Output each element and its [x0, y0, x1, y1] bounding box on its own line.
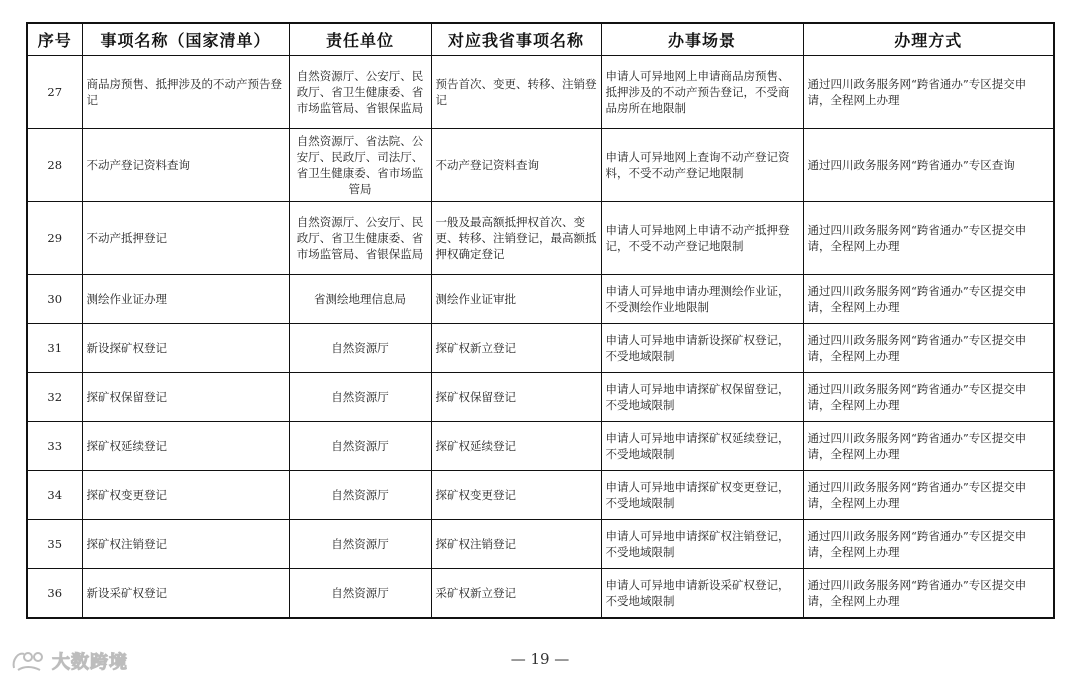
cell-item-name: 探矿权延续登记 [82, 422, 289, 471]
table-row [27, 56, 1054, 129]
cell-scene: 申请人可异地申请新设探矿权登记，不受地域限制 [601, 324, 803, 373]
cell-scene: 申请人可异地申请探矿权注销登记，不受地域限制 [601, 520, 803, 569]
cell-no: 33 [27, 422, 82, 471]
cell-method: 通过四川政务服务网“跨省通办”专区提交申请，全程网上办理 [803, 373, 1054, 422]
items-table [26, 22, 1055, 619]
table-row [27, 422, 1054, 471]
cell-unit: 自然资源厅 [289, 520, 431, 569]
table-row [27, 373, 1054, 422]
cell-province-item: 探矿权延续登记 [431, 422, 601, 471]
header-no: 序号 [27, 23, 82, 56]
cell-method: 通过四川政务服务网“跨省通办”专区提交申请，全程网上办理 [803, 422, 1054, 471]
cell-province-item: 一般及最高额抵押权首次、变更、转移、注销登记，最高额抵押权确定登记 [431, 202, 601, 275]
cell-item-name: 测绘作业证办理 [82, 275, 289, 324]
cell-method: 通过四川政务服务网“跨省通办”专区提交申请，全程网上办理 [803, 275, 1054, 324]
cell-no: 29 [27, 202, 82, 275]
cell-no: 36 [27, 569, 82, 619]
cell-province-item: 探矿权新立登记 [431, 324, 601, 373]
cell-item-name: 不动产抵押登记 [82, 202, 289, 275]
cell-unit: 自然资源厅、省法院、公安厅、民政厅、司法厅、省卫生健康委、省市场监管局 [289, 129, 431, 202]
cell-method: 通过四川政务服务网“跨省通办”专区查询 [803, 129, 1054, 202]
cell-no: 35 [27, 520, 82, 569]
cell-unit: 自然资源厅 [289, 471, 431, 520]
table-row [27, 324, 1054, 373]
cell-scene: 申请人可异地申请探矿权变更登记，不受地域限制 [601, 471, 803, 520]
cell-unit: 自然资源厅 [289, 569, 431, 619]
table-row [27, 202, 1054, 275]
cell-method: 通过四川政务服务网“跨省通办”专区提交申请，全程网上办理 [803, 324, 1054, 373]
header-item-name: 事项名称（国家清单） [82, 23, 289, 56]
table-header-row [27, 23, 1054, 56]
cell-method: 通过四川政务服务网“跨省通办”专区提交申请，全程网上办理 [803, 471, 1054, 520]
cell-method: 通过四川政务服务网“跨省通办”专区提交申请，全程网上办理 [803, 520, 1054, 569]
cell-province-item: 探矿权注销登记 [431, 520, 601, 569]
cell-item-name: 探矿权注销登记 [82, 520, 289, 569]
header-unit: 责任单位 [289, 23, 431, 56]
cell-item-name: 探矿权变更登记 [82, 471, 289, 520]
cell-unit: 省测绘地理信息局 [289, 275, 431, 324]
cell-province-item: 探矿权保留登记 [431, 373, 601, 422]
cell-item-name: 新设采矿权登记 [82, 569, 289, 619]
cell-method: 通过四川政务服务网“跨省通办”专区提交申请，全程网上办理 [803, 202, 1054, 275]
cell-unit: 自然资源厅、公安厅、民政厅、省卫生健康委、省市场监管局、省银保监局 [289, 202, 431, 275]
cell-no: 30 [27, 275, 82, 324]
table-row [27, 569, 1054, 619]
cell-method: 通过四川政务服务网“跨省通办”专区提交申请，全程网上办理 [803, 569, 1054, 619]
cell-scene: 申请人可异地申请探矿权保留登记，不受地域限制 [601, 373, 803, 422]
cell-province-item: 不动产登记资料查询 [431, 129, 601, 202]
cell-item-name: 探矿权保留登记 [82, 373, 289, 422]
cell-scene: 申请人可异地网上申请商品房预售、抵押涉及的不动产预告登记，不受商品房所在地限制 [601, 56, 803, 129]
header-province-item: 对应我省事项名称 [431, 23, 601, 56]
cell-unit: 自然资源厅 [289, 373, 431, 422]
cell-method: 通过四川政务服务网“跨省通办”专区提交申请，全程网上办理 [803, 56, 1054, 129]
table-row [27, 471, 1054, 520]
cell-province-item: 预告首次、变更、转移、注销登记 [431, 56, 601, 129]
cell-scene: 申请人可异地申请办理测绘作业证，不受测绘作业地限制 [601, 275, 803, 324]
cell-scene: 申请人可异地网上申请不动产抵押登记，不受不动产登记地限制 [601, 202, 803, 275]
cell-no: 27 [27, 56, 82, 129]
cell-no: 34 [27, 471, 82, 520]
table-row [27, 275, 1054, 324]
cell-province-item: 采矿权新立登记 [431, 569, 601, 619]
cell-no: 31 [27, 324, 82, 373]
cell-no: 28 [27, 129, 82, 202]
watermark-text: 大数跨境 [52, 652, 128, 673]
page-number: — 19 — [510, 650, 570, 668]
cell-unit: 自然资源厅、公安厅、民政厅、省卫生健康委、省市场监管局、省银保监局 [289, 56, 431, 129]
header-scene: 办事场景 [601, 23, 803, 56]
cell-unit: 自然资源厅 [289, 422, 431, 471]
cell-item-name: 不动产登记资料查询 [82, 129, 289, 202]
cell-scene: 申请人可异地申请探矿权延续登记，不受地域限制 [601, 422, 803, 471]
header-method: 办理方式 [803, 23, 1054, 56]
cell-no: 32 [27, 373, 82, 422]
cell-item-name: 商品房预售、抵押涉及的不动产预告登记 [82, 56, 289, 129]
cell-province-item: 测绘作业证审批 [431, 275, 601, 324]
cell-unit: 自然资源厅 [289, 324, 431, 373]
cell-scene: 申请人可异地申请新设采矿权登记，不受地域限制 [601, 569, 803, 619]
table-row [27, 129, 1054, 202]
table-row [27, 520, 1054, 569]
cell-province-item: 探矿权变更登记 [431, 471, 601, 520]
cell-item-name: 新设探矿权登记 [82, 324, 289, 373]
cell-scene: 申请人可异地网上查询不动产登记资料，不受不动产登记地限制 [601, 129, 803, 202]
